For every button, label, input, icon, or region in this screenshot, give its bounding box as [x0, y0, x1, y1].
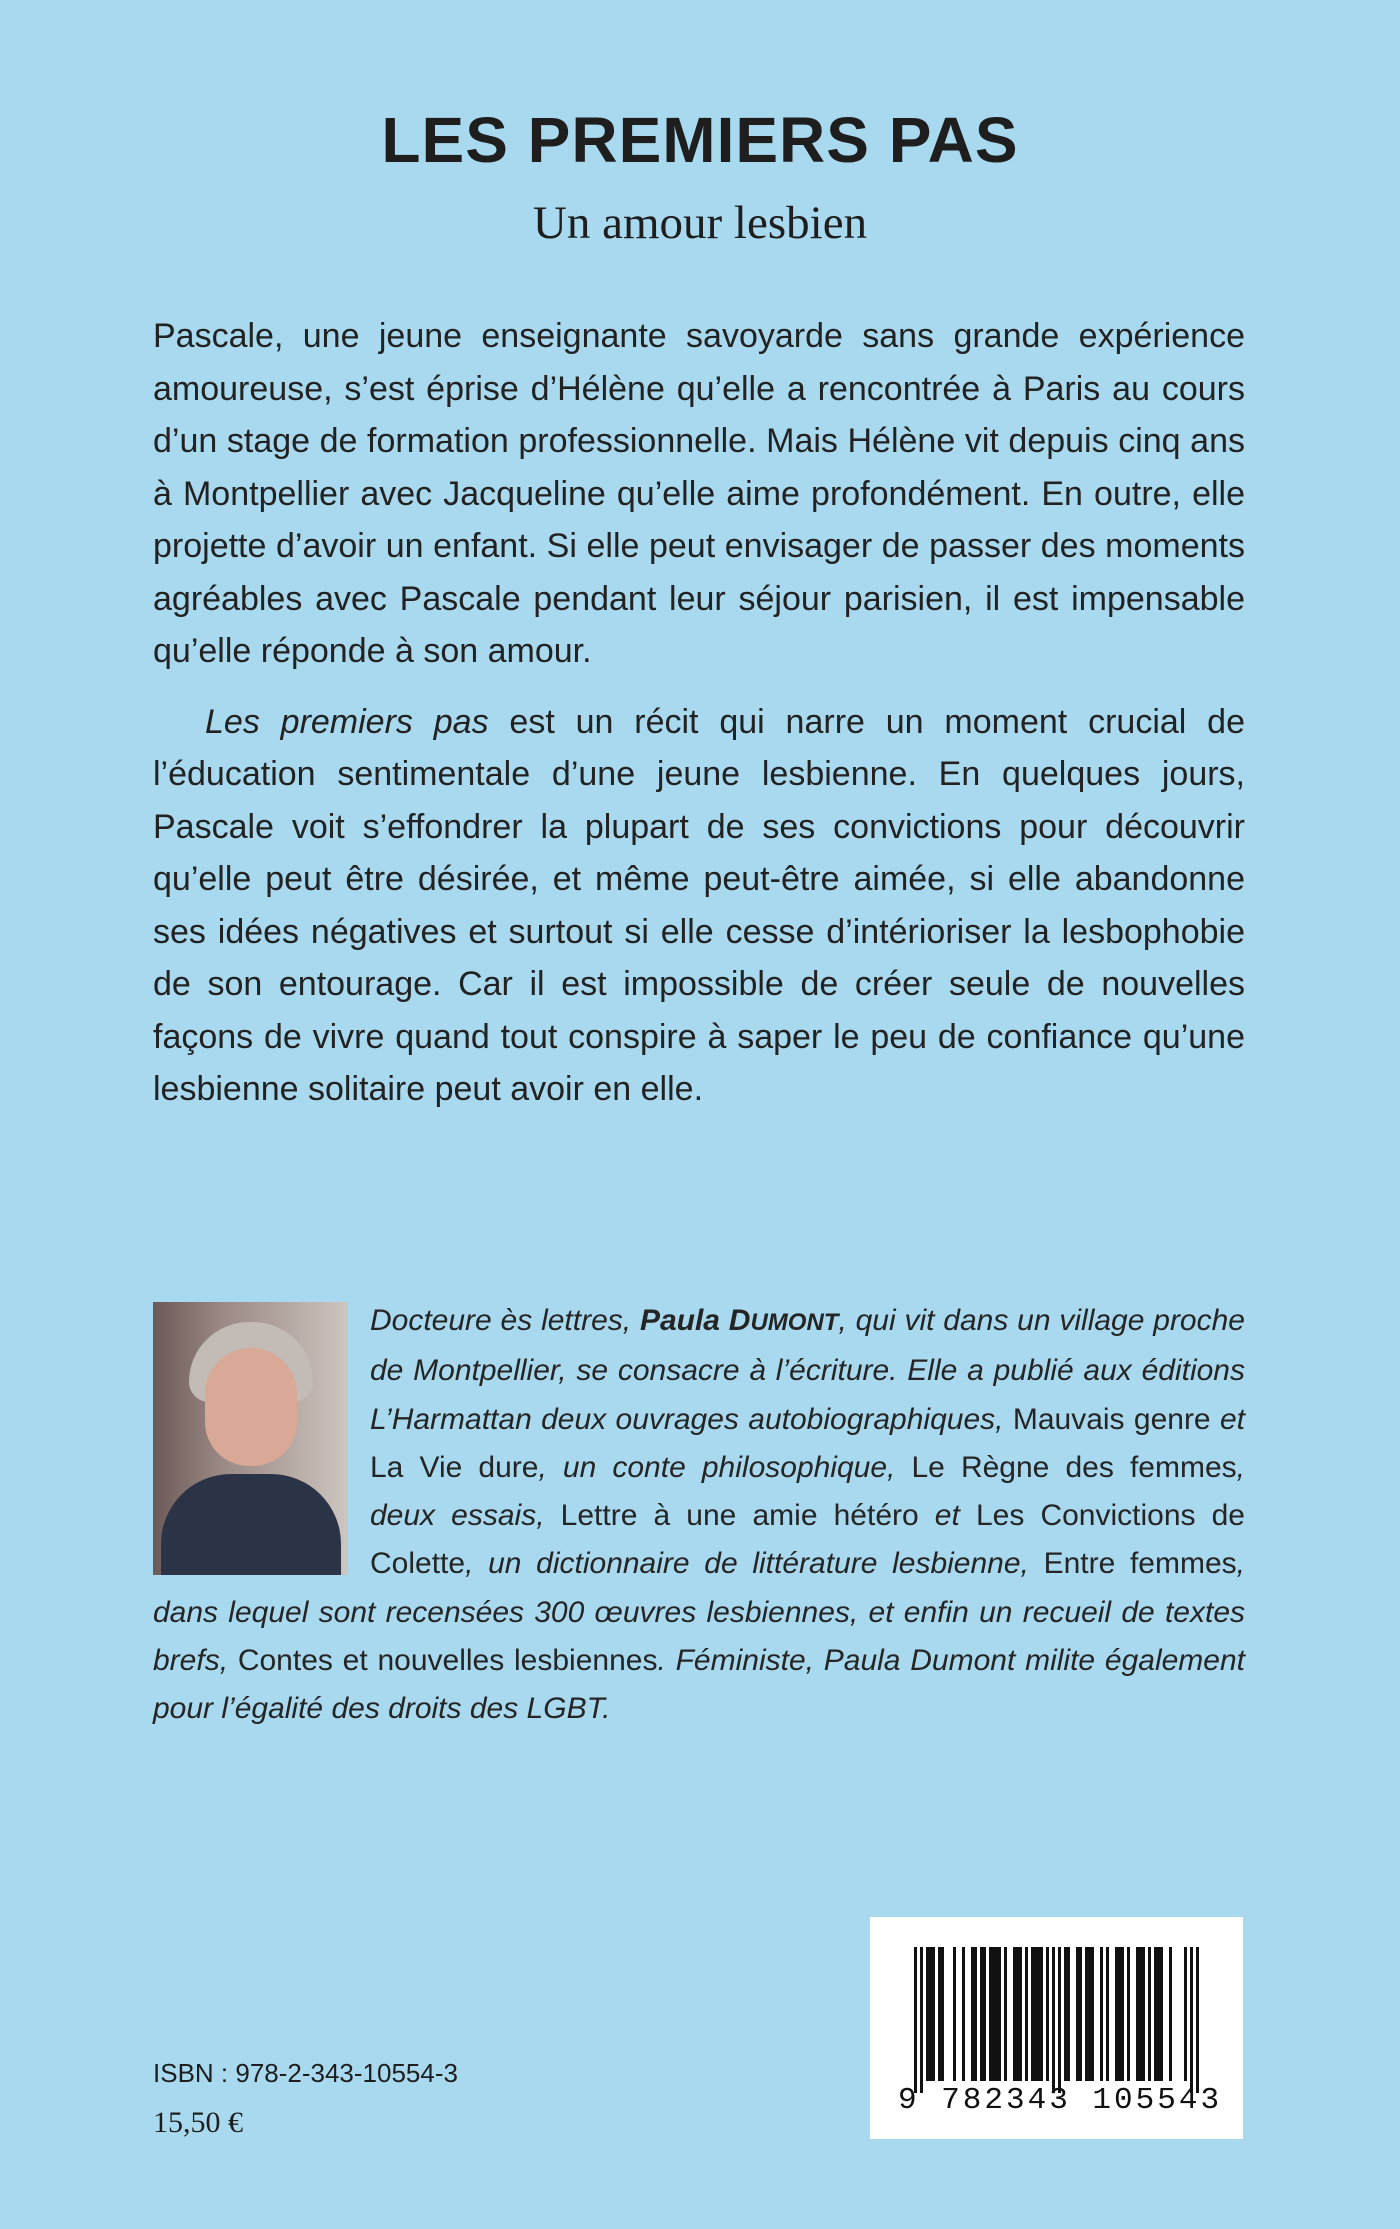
photo-sweater	[161, 1474, 341, 1575]
work-title: La Vie dure	[370, 1450, 539, 1484]
barcode-bar	[1088, 1947, 1091, 2081]
price-label: 15,50 €	[153, 2106, 243, 2139]
bio-text: et	[918, 1499, 976, 1533]
work-title: Les Convictions de Colette	[370, 1499, 1245, 1581]
barcode-bar	[1157, 1947, 1160, 2081]
barcode-bar	[1142, 1947, 1145, 2081]
barcode-bar	[1115, 1947, 1118, 2081]
author-photo	[153, 1302, 348, 1575]
barcode-bar	[1013, 1947, 1016, 2081]
barcode-bar	[953, 1947, 956, 2081]
barcode-bar	[1037, 1947, 1040, 2081]
barcode-bar	[920, 1947, 923, 2093]
barcode-bar	[926, 1947, 929, 2081]
bio-text: , deux essais,	[370, 1450, 1245, 1533]
bio-text: , un dictionnaire de littérature lesbienne,	[465, 1547, 1044, 1581]
author-bio	[153, 1297, 1245, 1734]
work-title: Lettre à une amie hétéro	[560, 1499, 919, 1533]
barcode-bar	[1079, 1947, 1082, 2081]
barcode-bar	[1016, 1947, 1019, 2081]
barcode-bar	[1004, 1947, 1007, 2081]
barcode-bar	[1148, 1947, 1151, 2081]
barcode-bar	[1052, 1947, 1055, 2093]
synopsis-paragraph-2	[153, 696, 1245, 1116]
barcode-bar	[1196, 1947, 1199, 2093]
book-title: LES PREMIERS PAS	[381, 104, 1019, 176]
barcode-bar	[1184, 1947, 1187, 2081]
work-title: Le Règne des femmes	[911, 1450, 1237, 1484]
barcode-bar	[1100, 1947, 1103, 2081]
barcode-bar	[929, 1947, 932, 2081]
barcode-bar	[1046, 1947, 1049, 2081]
book-subtitle: Un amour lesbien	[532, 197, 868, 249]
barcode-bar	[989, 1947, 992, 2081]
barcode-bar	[998, 1947, 1001, 2081]
barcode-bar	[1127, 1947, 1130, 2081]
barcode-bar	[1025, 1947, 1028, 2081]
barcode-bar	[1136, 1947, 1139, 2081]
barcode	[870, 1917, 1243, 2139]
author-name-smallcaps: UMONT	[750, 1309, 839, 1336]
barcode-bar	[1085, 1947, 1088, 2081]
barcode-bar	[1019, 1947, 1022, 2081]
barcode-bar	[914, 1947, 917, 2093]
barcode-bar	[1058, 1947, 1061, 2093]
author-name	[640, 1304, 839, 1337]
barcode-digits: 9 782343 105543	[898, 2083, 1223, 2118]
barcode-bar	[971, 1947, 974, 2081]
barcode-bar	[992, 1947, 995, 2081]
barcode-bar	[1064, 1947, 1067, 2081]
synopsis	[153, 310, 1245, 1116]
barcode-bar	[1040, 1947, 1043, 2081]
barcode-bar	[1091, 1947, 1094, 2081]
barcode-bar	[1031, 1947, 1034, 2081]
barcode-bar	[1154, 1947, 1157, 2081]
bio-text: , un conte philosophique,	[538, 1450, 912, 1484]
synopsis-paragraph-1: Pascale, une jeune enseignante savoyarde sans grande expérience amoureuse, s’est éprise d’Hélène qu’elle a rencontrée à Paris au cours d’un stage de formation professionnelle. Mais Hélène vit depuis cinq ans à Montpellier avec Jacqueline qu’elle aime profondément. En outre, elle projette d’avoir un enfant. Si elle peut envisager de passer des moments agréables avec Pascale pendant leur séjour parisien, il est impensable qu’elle réponde à son amour.	[153, 317, 1245, 670]
synopsis-paragraph-2-text: est un récit qui narre un moment crucial de l’éducation sentimentale d’une jeune lesbienne. En quelques jours, Pascale voit s’effondrer la plupart de ses convictions pour découvrir qu’elle peut être désirée, et même peut-être aimée, si elle abandonne ses idées négatives et surtout si elle cesse d’intérioriser la lesbophobie de son entourage. Car il est impossible de créer seule de nouvelles façons de vivre quand tout conspire à saper le peu de confiance qu’une lesbienne solitaire peut avoir en elle.	[153, 702, 1246, 1108]
bio-text: et	[1210, 1402, 1245, 1436]
barcode-bar	[1118, 1947, 1121, 2081]
bio-text: , qui vit dans un village proche de Montpellier, se consacre à l’écriture. Elle a publié aux éditions L’Harmattan deux ouvrages autobiographiques,	[370, 1304, 1245, 1436]
barcode-bar	[1076, 1947, 1079, 2081]
barcode-bar	[1139, 1947, 1142, 2081]
author-name-first: Paula D	[639, 1304, 751, 1337]
barcode-bar	[1034, 1947, 1037, 2081]
barcode-bar	[962, 1947, 965, 2081]
bio-text: . Féministe, Paula Dumont milite également pour l’égalité des droits des LGBT.	[153, 1644, 1245, 1726]
barcode-bar	[974, 1947, 977, 2081]
barcode-bar	[1190, 1947, 1193, 2093]
barcode-bar	[983, 1947, 986, 2081]
barcode-bar	[995, 1947, 998, 2081]
isbn-label: ISBN : 978-2-343-10554-3	[153, 2058, 458, 2088]
barcode-bar	[938, 1947, 941, 2081]
work-title: Mauvais genre	[1012, 1402, 1211, 1436]
barcode-bar	[1067, 1947, 1070, 2081]
bio-text: , dans lequel sont recensées 300 œuvres lesbiennes, et enfin un recueil de textes brefs,	[153, 1547, 1245, 1678]
bio-text: Docteure ès lettres,	[370, 1304, 640, 1337]
barcode-bar	[941, 1947, 944, 2081]
barcode-bar	[1121, 1947, 1124, 2081]
barcode-bar	[1160, 1947, 1163, 2081]
barcode-bar	[980, 1947, 983, 2081]
photo-face	[205, 1348, 297, 1466]
work-title: Entre femmes	[1043, 1547, 1237, 1581]
barcode-bar	[1169, 1947, 1172, 2081]
work-title: Contes et nouvelles lesbiennes	[237, 1644, 658, 1678]
barcode-bar	[1106, 1947, 1109, 2081]
barcode-bar	[932, 1947, 935, 2081]
synopsis-book-title: Les premiers pas	[205, 702, 489, 741]
